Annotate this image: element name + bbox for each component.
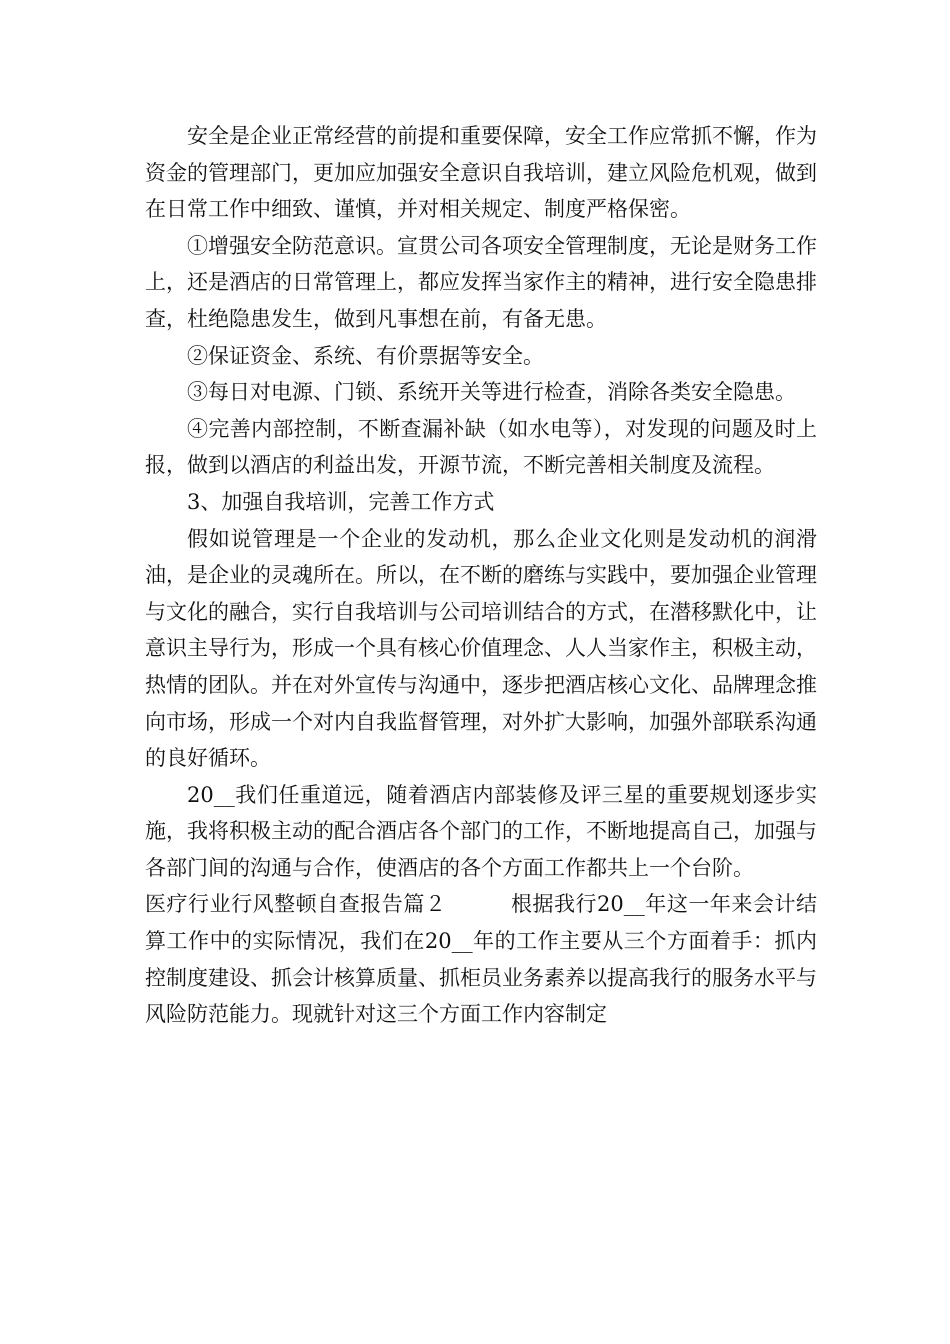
paragraph-safety-intro: 安全是企业正常经营的前提和重要保障，安全工作应常抓不懈，作为资金的管理部门，更加应加强安全意识自我培训，建立风险危机观，做到在日常工作中细致、谨慎，并对相关规定、制度严格保密。	[145, 124, 817, 222]
paragraph-report-2: 医疗行业行风整顿自查报告篇２ 根据我行20__年这一年来会计结算工作中的实际情况，我们在20__年的工作主要从三个方面着手：抓内控制度建设、抓会计核算质量、抓柜员业务素养以提高我行的服务水平与风险防范能力。现就针对这三个方面工作内容制定	[145, 892, 817, 1027]
paragraph-item-2: ②保证资金、系统、有价票据等安全。	[187, 343, 544, 368]
section-heading-training: 3、加强自我培训，完善工作方式	[187, 489, 495, 514]
document-body	[145, 118, 817, 1033]
paragraph-culture: 假如说管理是一个企业的发动机，那么企业文化则是发动机的润滑油，是企业的灵魂所在。所以，在不断的磨练与实践中，要加强企业管理与文化的融合，实行自我培训与公司培训结合的方式，在潜移默化中，让意识主导行为，形成一个具有核心价值理念、人人当家作主，积极主动，热情的团队。并在对外宣传与沟通中，逐步把酒店核心文化、品牌理念推向市场，形成一个对内自我监督管理，对外扩大影响，加强外部联系沟通的良好循环。	[145, 526, 817, 771]
paragraph-outlook: 20__我们任重道远，随着酒店内部装修及评三星的重要规划逐步实施，我将积极主动的配合酒店各个部门的工作，不断地提高自己，加强与各部门间的沟通与合作，使酒店的各个方面工作都共上一个台阶。	[145, 782, 817, 880]
paragraph-item-4: ④完善内部控制，不断查漏补缺（如水电等），对发现的问题及时上报，做到以酒店的利益出发，开源节流，不断完善相关制度及流程。	[145, 416, 817, 478]
paragraph-item-3: ③每日对电源、门锁、系统开关等进行检查，消除各类安全隐患。	[187, 380, 796, 405]
paragraph-item-1: ①增强安全防范意识。宣贯公司各项安全管理制度，无论是财务工作上，还是酒店的日常管理上，都应发挥当家作主的精神，进行安全隐患排查，杜绝隐患发生，做到凡事想在前，有备无患。	[145, 233, 817, 331]
